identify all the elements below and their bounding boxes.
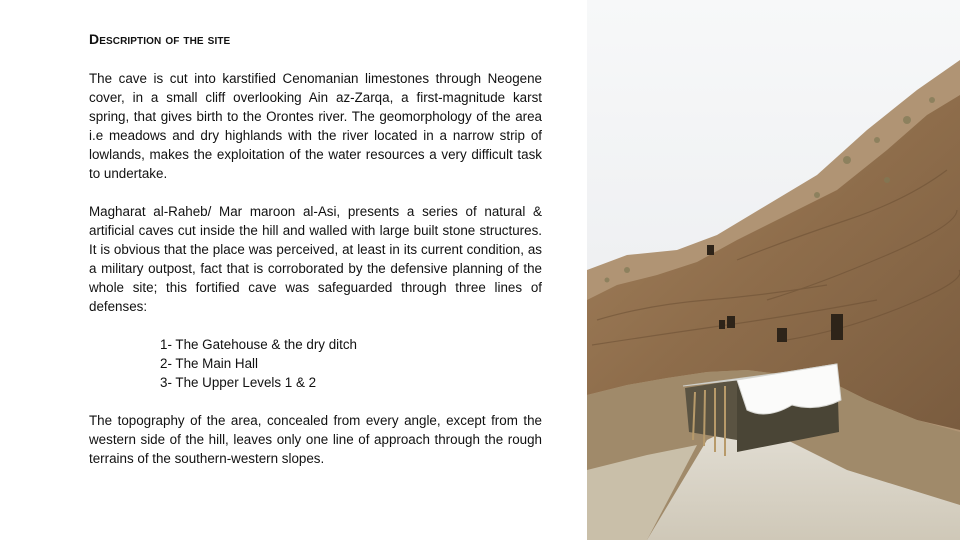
site-description <box>89 30 542 487</box>
defense-lines-list <box>89 335 542 392</box>
cave-opening <box>727 316 735 328</box>
cave-opening <box>707 245 714 255</box>
cave-site-photo <box>587 0 960 540</box>
paragraph-caves: Magharat al-Raheb/ Mar maroon al-Asi, presents a series of natural & artificial caves cut inside the hill and walled with large built stone structures. It is obvious that the place was perceived, at least in its current condition, as a military outpost, fact that is corroborated by the defensive planning of the whole site; this fortified cave was safeguarded through three lines of defenses: <box>89 204 542 314</box>
cave-opening <box>831 314 843 340</box>
paragraph-geology: The cave is cut into karstified Cenomanian limestones through Neogene cover, in a small cliff overlooking Ain az-Zarqa, a first-magnitude karst spring, that gives birth to the Orontes river. The geomorphology of the area i.e meadows and dry highlands with the river located in a narrow strip of lowlands, makes the exploitation of the water resources a very difficult task to undertake. <box>89 71 542 181</box>
cave-opening <box>719 320 725 329</box>
list-item: 2- The Main Hall <box>160 356 258 371</box>
list-item: 3- The Upper Levels 1 & 2 <box>160 375 317 390</box>
cave-opening <box>777 328 787 342</box>
list-item: 1- The Gatehouse & the dry ditch <box>160 337 358 352</box>
section-heading: Description of the site <box>89 31 231 47</box>
paragraph-topography: The topography of the area, concealed from every angle, except from the western side of the hill, leaves only one line of approach through the rough terrains of the southern-western slopes. <box>89 413 542 466</box>
